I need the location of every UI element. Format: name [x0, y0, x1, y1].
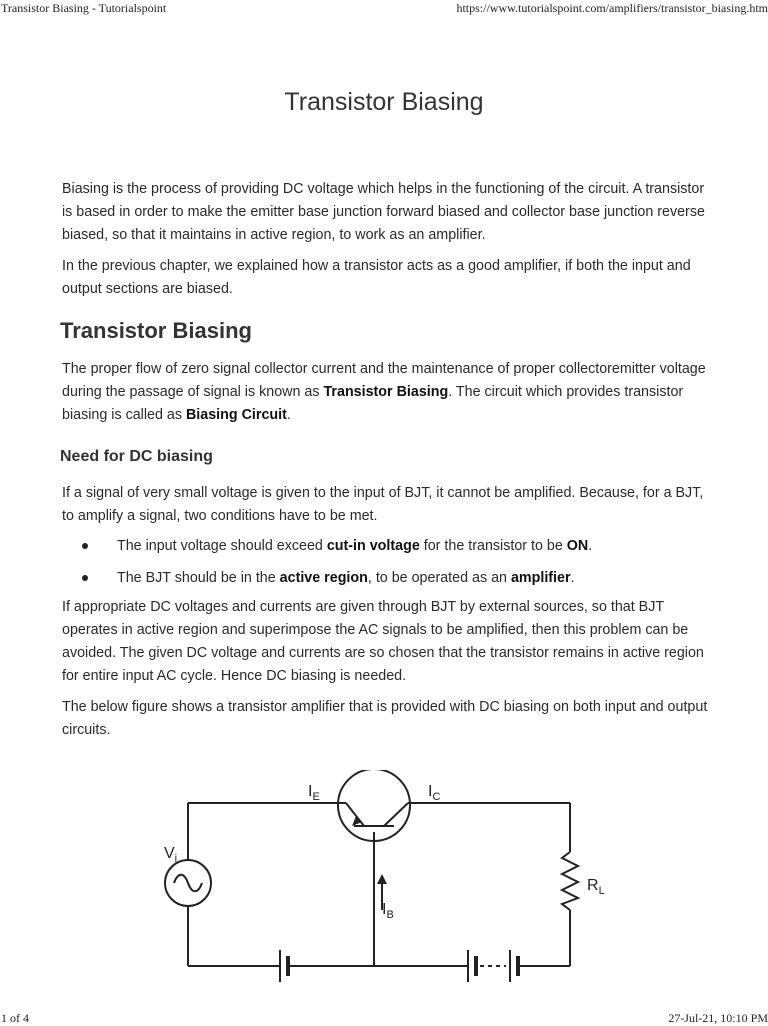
circuit-diagram [150, 770, 630, 985]
term-biasing-circuit: Biasing Circuit [185, 407, 287, 423]
arrow-up-icon [377, 874, 387, 884]
page-url[interactable]: https://www.tutorialspoint.com/amplifiers/transistor_biasing.htm [456, 1, 768, 15]
intro-paragraph-2: In the previous chapter, we explained how a transistor acts as a good amplifier, if both the input and output sections are biased. [62, 258, 691, 297]
label-ib: $I_B$ [382, 901, 394, 921]
intro-paragraph-1: Biasing is the process of providing DC voltage which helps in the functioning of the circuit. A transistor is based in order to make the emitter base junction forward biased and collector base junction reverse biased, so that it maintains in active region, to work as an amplifier. [62, 181, 705, 243]
page-tab-title: Transistor Biasing - Tutorialspoint [1, 1, 167, 15]
section-heading: Transistor Biasing [60, 318, 252, 343]
need-paragraph-1: If a signal of very small voltage is given to the input of BJT, it cannot be amplified. Because, for a BJT, to amplify a signal, two conditions have to be met. [62, 485, 704, 524]
emitter-arrow-icon [352, 816, 362, 826]
subsection-heading: Need for DC biasing [60, 448, 213, 465]
label-vi: $V_i$ [164, 845, 178, 865]
need-paragraph-2: If appropriate DC voltages and currents are given through BJT by external sources, so that BJT operates in active region and superimpose the AC signals to be amplified, then this problem can be avoided. The given DC voltage and currents are so chosen that the transistor remains in active region for entire input AC cycle. Hence DC biasing is needed. [62, 599, 704, 684]
label-ic: $I_C$ [428, 783, 441, 803]
page-title: Transistor Biasing [284, 88, 484, 116]
print-header [0, 0, 768, 18]
bullet-icon [82, 575, 88, 581]
print-footer [0, 1008, 768, 1024]
page-count: 1 of 4 [1, 1011, 29, 1025]
print-timestamp: 27-Jul-21, 10:10 PM [668, 1011, 768, 1025]
term-transistor-biasing: Transistor Biasing [323, 384, 449, 400]
section-paragraph: The proper flow of zero signal collector current and the maintenance of proper collectoremitter voltage during the passage of signal is known as Transistor Biasing. The circuit which provides transistor biasing is called as Biasing Circuit. [62, 361, 706, 423]
label-rl: $R_L$ [587, 877, 605, 897]
bullet-icon [82, 543, 88, 549]
resistor-rl [562, 852, 578, 910]
label-ie: $I_E$ [308, 783, 320, 803]
need-paragraph-3: The below figure shows a transistor amplifier that is provided with DC biasing on both input and output circuits. [62, 699, 708, 738]
